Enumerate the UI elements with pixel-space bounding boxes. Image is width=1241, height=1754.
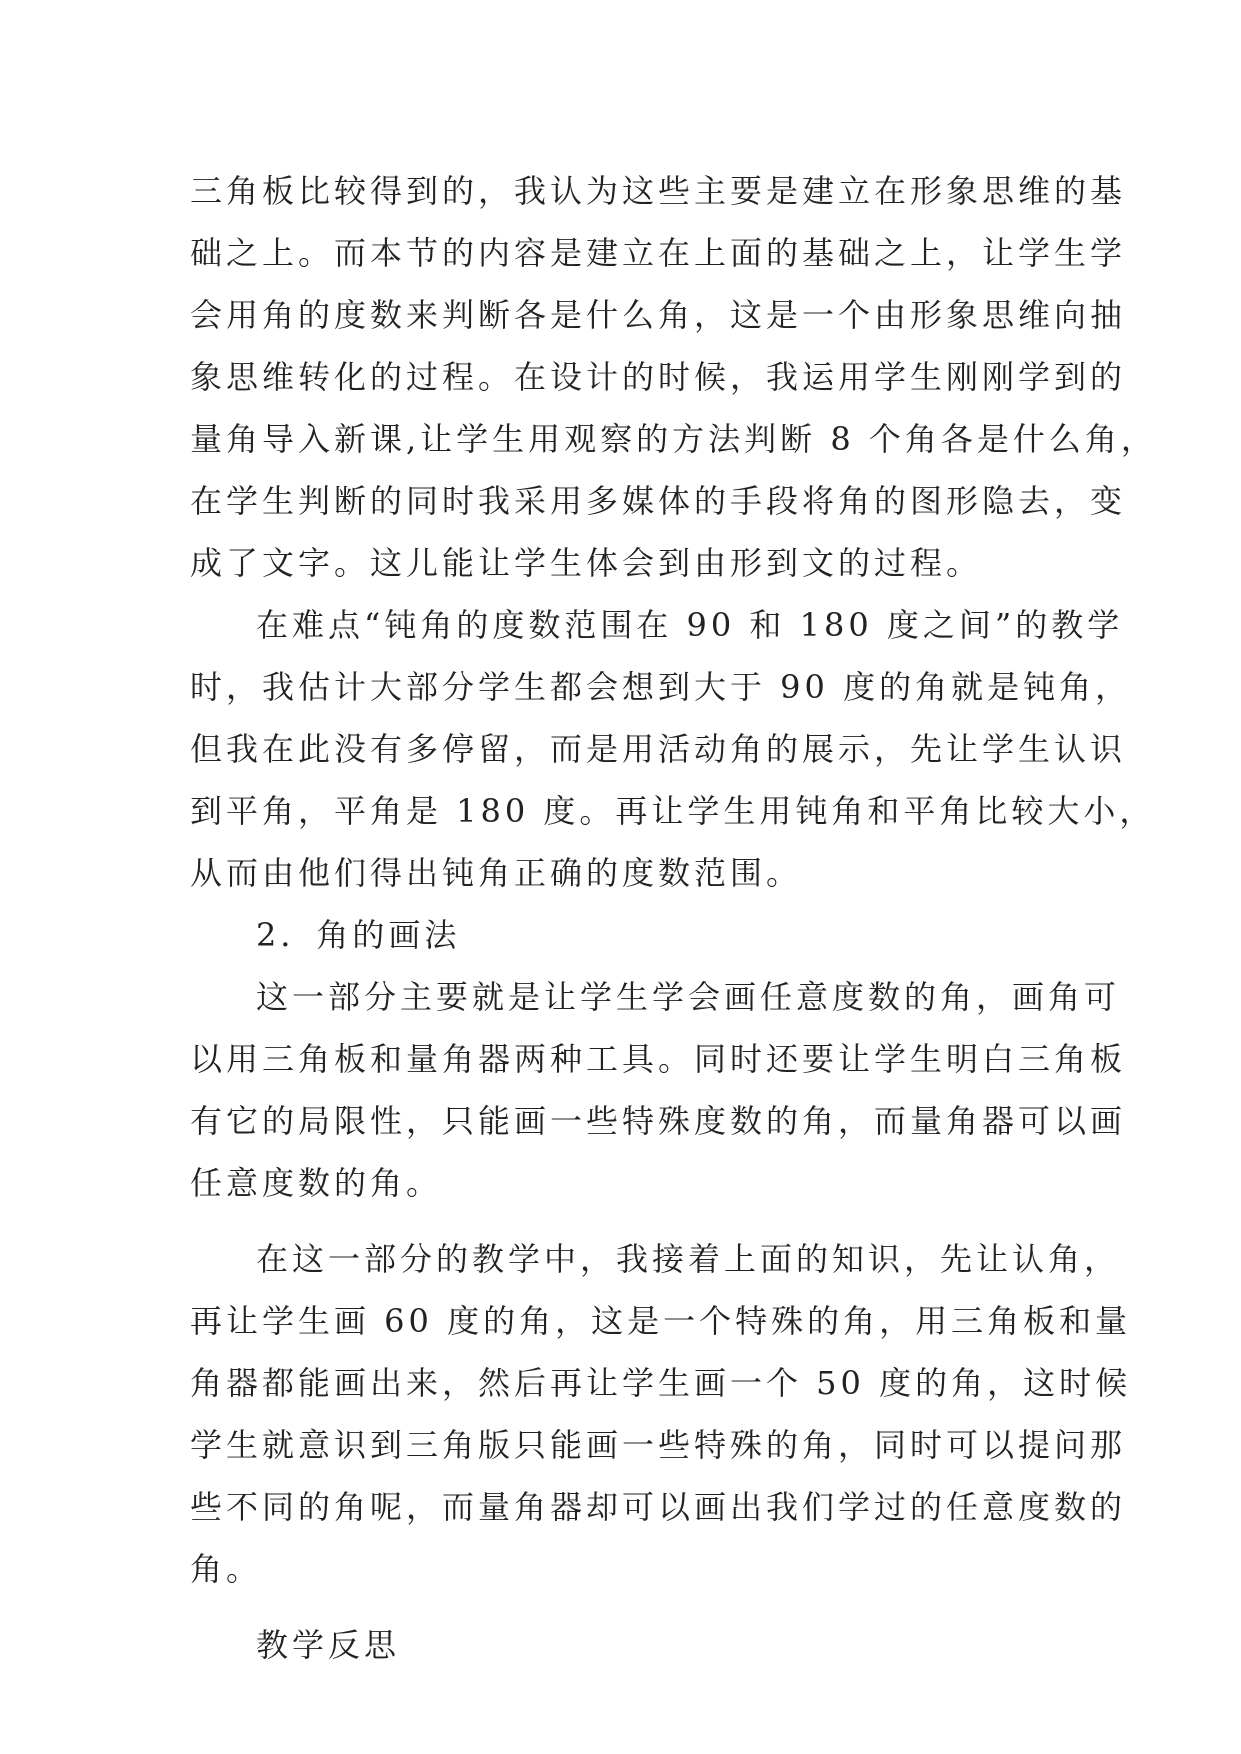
text-line: 在难点“钝角的度数范围在 90 和 180 度之间”的教学: [256, 606, 1124, 644]
text-line: 些不同的角呢，而量角器却可以画出我们学过的任意度数的: [190, 1488, 1127, 1526]
paragraph-2: [190, 594, 1156, 904]
text-line: 再让学生画 60 度的角，这是一个特殊的角，用三角板和量: [190, 1302, 1132, 1340]
section-heading: 2．角的画法: [256, 916, 461, 954]
text-line: 象思维转化的过程。在设计的时候，我运用学生刚刚学到的: [190, 358, 1127, 396]
text-line: 到平角，平角是 180 度。再让学生用钝角和平角比较大小，: [190, 792, 1156, 830]
section-heading: 教学反思: [256, 1626, 401, 1664]
text-line: 但我在此没有多停留，而是用活动角的展示，先让学生认识: [190, 730, 1127, 768]
document-body: [190, 160, 1157, 1676]
text-line: 量角导入新课,让学生用观察的方法判断 8 个角各是什么角，: [190, 420, 1157, 458]
text-line: 任意度数的角。: [190, 1164, 443, 1202]
paragraph-1: [190, 160, 1157, 594]
text-line: 在这一部分的教学中，我接着上面的知识，先让认角，: [256, 1240, 1121, 1278]
paragraph-3: [190, 966, 1127, 1214]
text-line: 这一部分主要就是让学生学会画任意度数的角，画角可: [256, 978, 1121, 1016]
text-line: 有它的局限性，只能画一些特殊度数的角，而量角器可以画: [190, 1102, 1127, 1140]
text-line: 角。: [190, 1550, 263, 1588]
text-line: 础之上。而本节的内容是建立在上面的基础之上，让学生学: [190, 234, 1127, 272]
text-line: 从而由他们得出钝角正确的度数范围。: [190, 854, 803, 892]
text-line: 角器都能画出来，然后再让学生画一个 50 度的角，这时候: [190, 1364, 1132, 1402]
text-line: 成了文字。这儿能让学生体会到由形到文的过程。: [190, 544, 983, 582]
text-line: 在学生判断的同时我采用多媒体的手段将角的图形隐去，变: [190, 482, 1127, 520]
text-line: 学生就意识到三角版只能画一些特殊的角，同时可以提问那: [190, 1426, 1127, 1464]
paragraph-4: [190, 1228, 1132, 1600]
text-line: 三角板比较得到的，我认为这些主要是建立在形象思维的基: [190, 172, 1127, 210]
text-line: 时，我估计大部分学生都会想到大于 90 度的角就是钝角，: [190, 668, 1132, 706]
text-line: 以用三角板和量角器两种工具。同时还要让学生明白三角板: [190, 1040, 1127, 1078]
text-line: 会用角的度数来判断各是什么角，这是一个由形象思维向抽: [190, 296, 1127, 334]
